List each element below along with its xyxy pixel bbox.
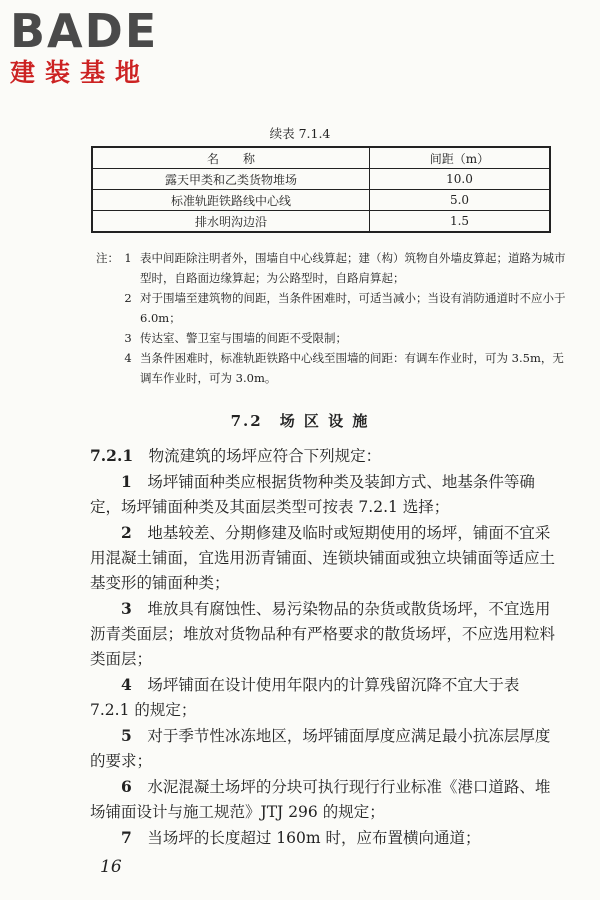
note-item — [96, 348, 566, 388]
clause-item — [90, 469, 560, 520]
section-title: 7.2 场 区 设 施 — [230, 412, 370, 430]
clause-item — [90, 723, 560, 774]
note-item — [96, 248, 566, 288]
clause-intro: 物流建筑的场坪应符合下列规定： — [148, 447, 382, 465]
note-number: 3 — [124, 331, 132, 345]
table-cell-distance: 5.0 — [370, 190, 551, 211]
table-cell-distance: 1.5 — [370, 211, 551, 233]
table-caption: 续表 7.1.4 — [269, 126, 331, 141]
table-cell-name: 露天甲类和乙类货物堆场 — [92, 169, 370, 190]
item-number: 7 — [121, 828, 132, 847]
table-row — [92, 190, 550, 211]
clause-item — [90, 596, 560, 672]
clause-item — [90, 774, 560, 825]
item-text: 水泥混凝土场坪的分块可执行现行行业标准《港口道路、堆场铺面设计与施工规范》JTJ 296 的规定； — [90, 778, 551, 821]
item-text: 当场坪的长度超过 160m 时，应布置横向通道； — [147, 829, 481, 847]
clause-number: 7.2.1 — [90, 446, 134, 465]
table-notes — [96, 248, 566, 388]
note-text: 传达室、警卫室与围墙的间距不受限制； — [140, 331, 347, 345]
item-number: 3 — [121, 599, 132, 618]
note-number: 4 — [124, 351, 132, 365]
clause-item — [90, 520, 560, 596]
note-text: 表中间距除注明者外，围墙自中心线算起；建（构）筑物自外墙皮算起；道路为城市型时，自路面边缘算起；为公路型时，自路肩算起； — [140, 251, 566, 285]
header-distance: 间距（m） — [370, 147, 551, 169]
note-item — [96, 328, 566, 348]
table-header-row — [92, 147, 550, 169]
header-name: 名 称 — [92, 147, 370, 169]
item-number: 5 — [121, 726, 132, 745]
table-cell-name: 标准轨距铁路线中心线 — [92, 190, 370, 211]
note-number: 2 — [124, 291, 132, 305]
table-row — [92, 169, 550, 190]
note-text: 对于围墙至建筑物的间距，当条件困难时，可适当减小；当设有消防通道时不应小于 6.0m； — [140, 291, 566, 325]
logo-subtitle: 建装基地 — [10, 58, 151, 87]
spacing-table — [91, 146, 551, 233]
item-text: 堆放具有腐蚀性、易污染物品的杂货或散货场坪，不宜选用沥青类面层；堆放对货物品种有严格要求的散货场坪，不应选用粒料类面层； — [90, 600, 556, 668]
note-number: 1 — [124, 251, 132, 265]
table-cell-name: 排水明沟边沿 — [92, 211, 370, 233]
item-text: 地基较差、分期修建及临时或短期使用的场坪，铺面不宜采用混凝土铺面，宜选用沥青铺面、连锁块铺面或独立块铺面等适应土基变形的铺面种类； — [90, 524, 556, 592]
logo — [10, 6, 158, 88]
item-number: 6 — [121, 777, 132, 796]
table-row — [92, 211, 550, 233]
page-number: 16 — [100, 857, 122, 877]
item-number: 2 — [121, 523, 132, 542]
logo-wordmark: BADE — [10, 4, 159, 58]
item-number: 1 — [121, 472, 132, 491]
note-item — [96, 288, 566, 328]
clause-item — [90, 825, 560, 851]
clause-body — [90, 443, 560, 851]
clause-item — [90, 672, 560, 723]
notes-label: 注： — [96, 251, 119, 265]
table-cell-distance: 10.0 — [370, 169, 551, 190]
item-text: 对于季节性冰冻地区，场坪铺面厚度应满足最小抗冻层厚度的要求； — [90, 727, 551, 770]
item-number: 4 — [121, 675, 132, 694]
item-text: 场坪铺面在设计使用年限内的计算残留沉降不宜大于表 7.2.1 的规定； — [90, 676, 520, 719]
clause-heading — [90, 443, 560, 469]
item-text: 场坪铺面种类应根据货物种类及装卸方式、地基条件等确定，场坪铺面种类及其面层类型可按表 7.2.1 选择； — [90, 473, 535, 516]
note-text: 当条件困难时，标准轨距铁路中心线至围墙的间距：有调车作业时，可为 3.5m，无调车作业时，可为 3.0m。 — [140, 351, 564, 385]
